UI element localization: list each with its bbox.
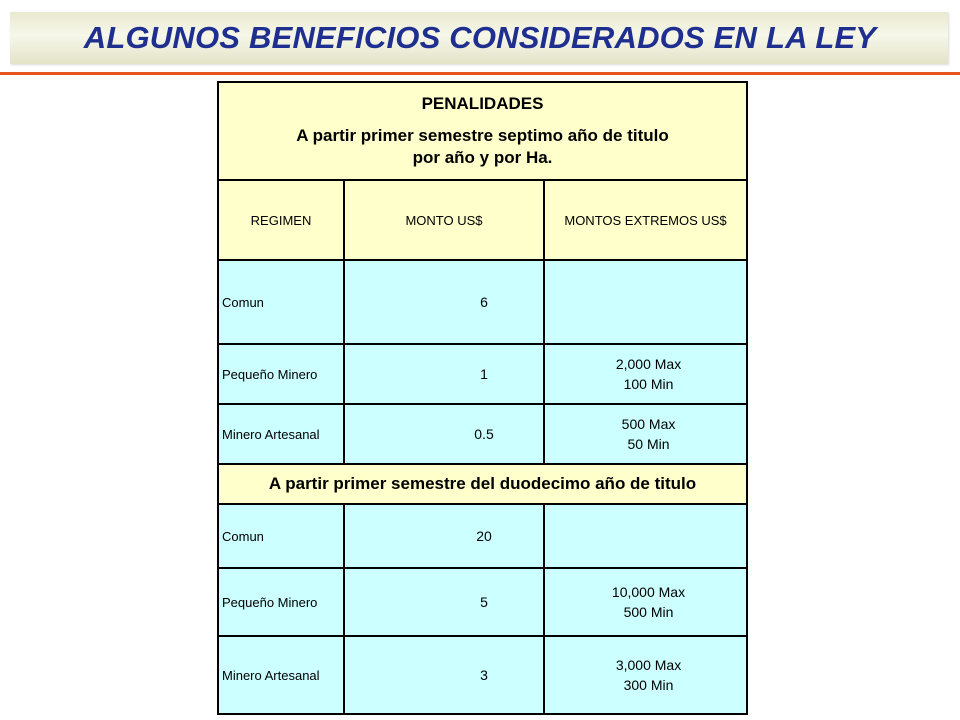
extremos-cell: [544, 504, 747, 568]
table-row: [218, 636, 747, 714]
slide-title: ALGUNOS BENEFICIOS CONSIDERADOS EN LA LEY: [83, 20, 877, 55]
table-row: [218, 568, 747, 636]
min-value: 500 Min: [623, 604, 674, 620]
max-value: 2,000 Max: [615, 356, 682, 372]
regimen-cell: Pequeño Minero: [218, 344, 344, 404]
table-row: [218, 404, 747, 464]
monto-cell: 3: [344, 636, 544, 714]
min-value: 300 Min: [623, 677, 674, 693]
section2-header: A partir primer semestre del duodecimo año de titulo: [218, 464, 747, 504]
column-header-regimen: REGIMEN: [218, 180, 344, 260]
table-row: [218, 504, 747, 568]
penalties-subheading: A partir primer semestre septimo año de titulo: [296, 126, 669, 145]
table-row: [218, 344, 747, 404]
extremos-cell: [544, 404, 747, 464]
monto-cell: 1: [344, 344, 544, 404]
monto-cell: 20: [344, 504, 544, 568]
monto-cell: 5: [344, 568, 544, 636]
max-value: 3,000 Max: [615, 657, 682, 673]
max-value: 10,000 Max: [611, 584, 686, 600]
regimen-cell: Minero Artesanal: [218, 404, 344, 464]
regimen-cell: Comun: [218, 504, 344, 568]
column-header-monto: MONTO US$: [344, 180, 544, 260]
extremos-cell: [544, 636, 747, 714]
min-value: 100 Min: [623, 376, 674, 392]
regimen-cell: Minero Artesanal: [218, 636, 344, 714]
regimen-cell: Comun: [218, 260, 344, 344]
monto-cell: 0.5: [344, 404, 544, 464]
title-divider: [0, 72, 960, 75]
extremos-cell: [544, 260, 747, 344]
max-value: 500 Max: [621, 416, 676, 432]
table-row: [218, 260, 747, 344]
penalties-heading: PENALIDADES: [421, 94, 544, 113]
regimen-cell: Pequeño Minero: [218, 568, 344, 636]
monto-cell: 6: [344, 260, 544, 344]
penalties-unit: por año y por Ha.: [412, 148, 553, 167]
extremos-cell: [544, 568, 747, 636]
column-header-extremos: MONTOS EXTREMOS US$: [544, 180, 747, 260]
penalties-header-cell: [218, 82, 747, 180]
extremos-cell: [544, 344, 747, 404]
penalties-table: [217, 81, 748, 715]
min-value: 50 Min: [627, 436, 670, 452]
